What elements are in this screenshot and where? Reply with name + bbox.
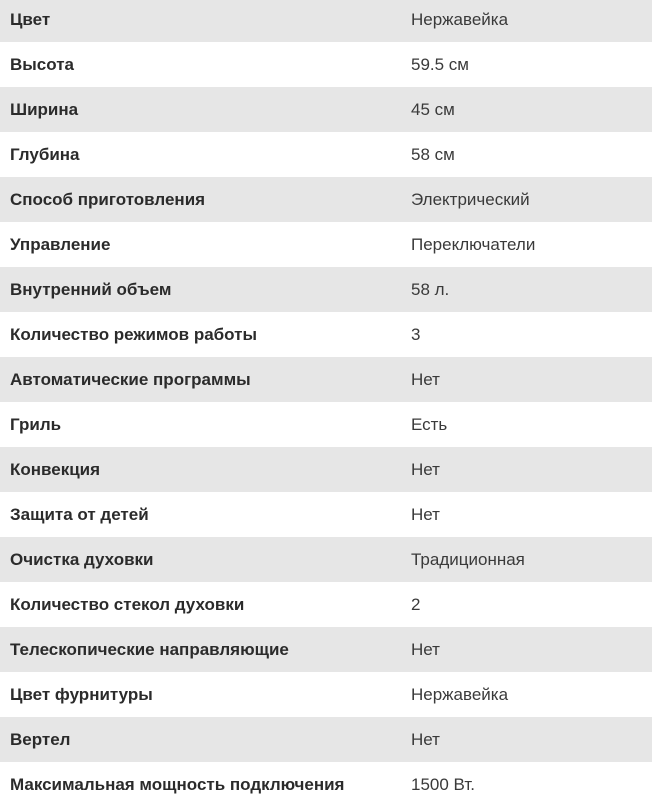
spec-name: Максимальная мощность подключения: [10, 774, 345, 794]
spec-name: Количество режимов работы: [10, 324, 257, 344]
spec-row-auto-programs: [0, 357, 652, 402]
spec-name: Глубина: [10, 144, 80, 164]
spec-row-color: [0, 0, 652, 42]
spec-row-depth: [0, 132, 652, 177]
spec-row-height: [0, 42, 652, 87]
spec-name: Защита от детей: [10, 504, 149, 524]
spec-row-child-lock: [0, 492, 652, 537]
spec-value: Электрический: [411, 189, 530, 209]
spec-value: Нет: [411, 459, 440, 479]
spec-name: Цвет фурнитуры: [10, 684, 153, 704]
spec-name: Управление: [10, 234, 111, 254]
spec-value: Нет: [411, 729, 440, 749]
spec-value: Есть: [411, 414, 448, 434]
spec-row-telescopic-rails: [0, 627, 652, 672]
spec-row-glass-count: [0, 582, 652, 627]
spec-name: Цвет: [10, 10, 51, 29]
spec-row-control: [0, 222, 652, 267]
spec-value: Традиционная: [411, 549, 525, 569]
spec-name: Внутренний объем: [10, 279, 172, 299]
spec-row-rotisserie: [0, 717, 652, 762]
spec-value: 3: [411, 324, 421, 344]
spec-value: 1500 Вт.: [411, 774, 475, 794]
spec-value: Нержавейка: [411, 684, 509, 704]
spec-name: Способ приготовления: [10, 189, 206, 209]
spec-row-volume: [0, 267, 652, 312]
spec-name: Количество стекол духовки: [10, 594, 245, 614]
spec-row-convection: [0, 447, 652, 492]
spec-value: Нет: [411, 504, 440, 524]
spec-name: Конвекция: [10, 459, 101, 479]
spec-value: 58 см: [411, 144, 455, 164]
spec-value: Нержавейка: [411, 10, 509, 29]
spec-row-modes-count: [0, 312, 652, 357]
spec-row-cooking-method: [0, 177, 652, 222]
spec-name: Автоматические программы: [10, 369, 251, 389]
spec-value: 58 л.: [411, 279, 450, 299]
spec-row-oven-cleaning: [0, 537, 652, 582]
spec-name: Очистка духовки: [10, 549, 154, 569]
spec-row-fittings-color: [0, 672, 652, 717]
spec-name: Высота: [10, 54, 74, 74]
spec-row-width: [0, 87, 652, 132]
spec-row-grill: [0, 402, 652, 447]
spec-value: Переключатели: [411, 234, 536, 254]
spec-name: Ширина: [10, 99, 79, 119]
spec-name: Гриль: [10, 414, 62, 434]
spec-name: Телескопические направляющие: [10, 639, 289, 659]
spec-value: 59.5 см: [411, 54, 469, 74]
spec-value: Нет: [411, 369, 440, 389]
spec-name: Вертел: [10, 729, 71, 749]
spec-value: Нет: [411, 639, 440, 659]
spec-row-max-power: [0, 762, 652, 807]
spec-value: 2: [411, 594, 421, 614]
spec-value: 45 см: [411, 99, 455, 119]
